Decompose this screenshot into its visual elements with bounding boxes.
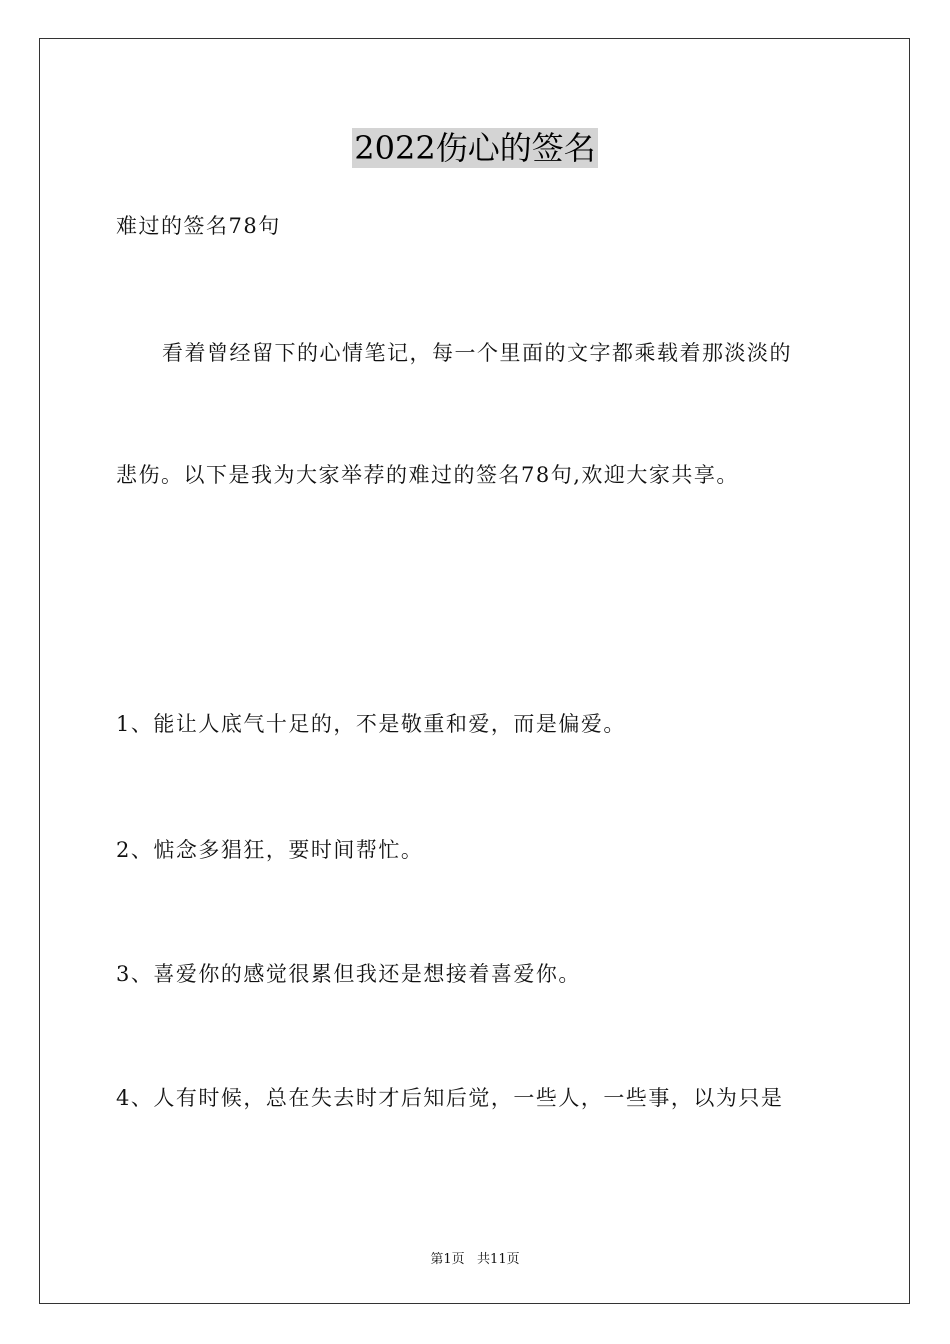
list-item: 2、惦念多猖狂，要时间帮忙。: [116, 838, 424, 862]
page-footer: 第1页 共11页: [430, 1252, 520, 1267]
title-container: [0, 128, 950, 168]
intro-paragraph-line-2: 悲伤。以下是我为大家举荐的难过的签名78句,欢迎大家共享。: [116, 463, 739, 487]
list-item: 4、人有时候，总在失去时才后知后觉，一些人，一些事，以为只是: [116, 1086, 784, 1110]
intro-paragraph-line-1: 看着曾经留下的心情笔记，每一个里面的文字都乘载着那淡淡的: [162, 341, 792, 365]
list-item: 3、喜爱你的感觉很累但我还是想接着喜爱你。: [116, 962, 581, 986]
document-subtitle: 难过的签名78句: [116, 214, 281, 238]
list-item: 1、能让人底气十足的，不是敬重和爱，而是偏爱。: [116, 712, 626, 736]
document-title: 2022伤心的签名: [354, 129, 596, 167]
